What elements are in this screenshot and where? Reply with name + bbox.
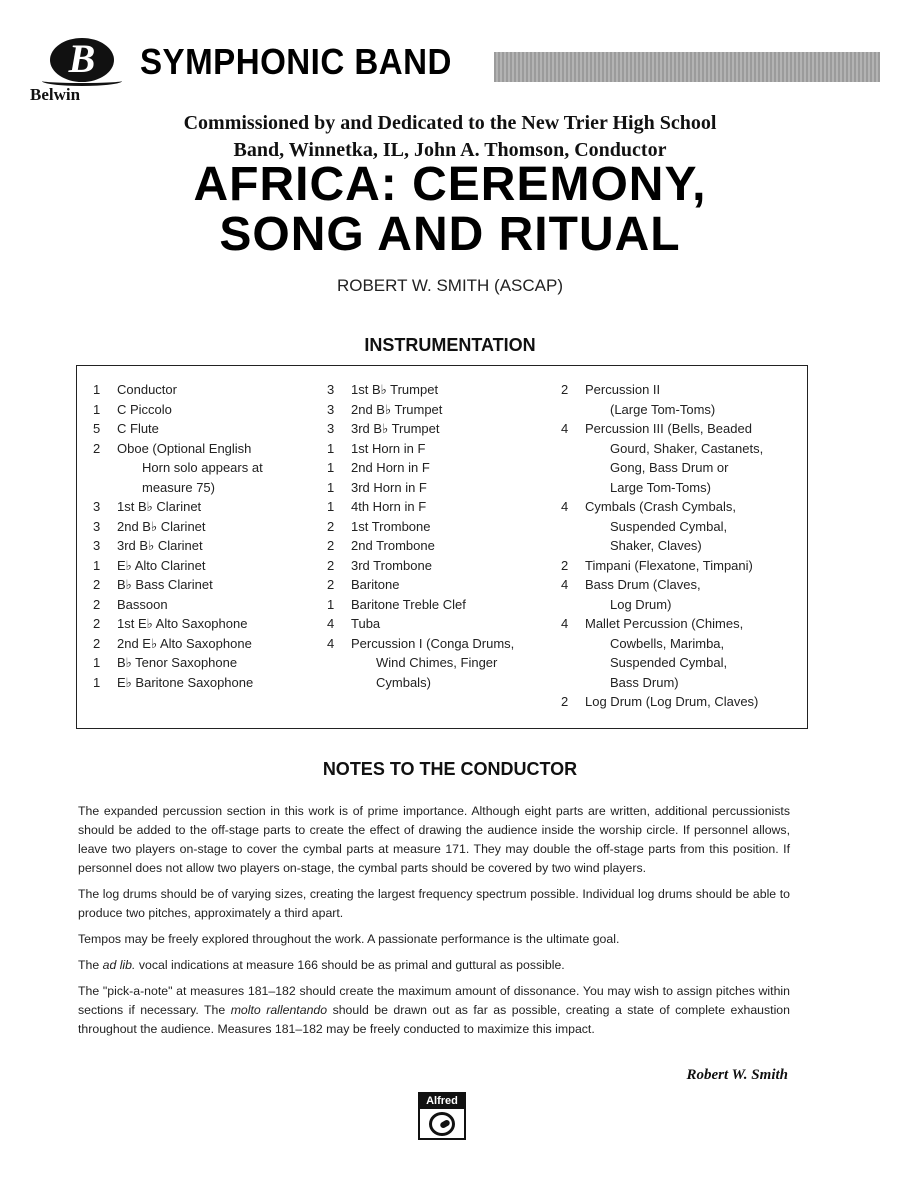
- instrument-name-group: [351, 419, 559, 439]
- instrument-name: B♭ Bass Clarinet: [117, 577, 213, 592]
- instrument-name-continued: (Large Tom-Toms): [610, 401, 716, 417]
- instrument-name: Bass Drum (Claves,: [585, 577, 701, 592]
- instrument-entry: [327, 419, 559, 439]
- instrument-quantity: 2: [327, 518, 335, 534]
- notes-paragraph: The expanded percussion section in this work is of prime importance. Although eight parts are written, additional percussionists should be added to the off-stage parts to create the effect of drawing the audience inside the worship circle. If personnel allows, leave two players on-stage to cover the cymbal parts at measure 171. They may double the off-stage parts from this position. If personnel does not allow two players on-stage, the cymbal parts should be covered by two wind players.: [78, 804, 790, 875]
- instrument-name: 3rd Trombone: [351, 557, 432, 573]
- instrument-entry: [93, 595, 323, 615]
- instrument-name: Timpani (Flexatone, Timpani): [585, 557, 753, 573]
- instrument-quantity: 2: [327, 557, 335, 573]
- instrument-name-continued: Log Drum): [610, 596, 672, 612]
- instrument-quantity: 1: [93, 557, 101, 573]
- instrument-entry: [327, 634, 559, 693]
- instrument-entry: [93, 517, 323, 537]
- instrument-quantity: 1: [93, 401, 101, 417]
- instrument-entry: [93, 380, 323, 400]
- instrumentation-column: [327, 380, 559, 692]
- instrument-name: Conductor: [117, 382, 177, 397]
- notes-text: vocal indications at measure 166 should be as primal and guttural as possible.: [135, 958, 565, 972]
- instrument-name: 2nd B♭ Clarinet: [117, 518, 206, 534]
- instrument-entry: [93, 400, 323, 420]
- notes-text: should be drawn out as far as possible, creating a state of complete exhaustion throughout the audience. Measures 181–182 may be freely conducted to maximize this impact.: [78, 1003, 790, 1036]
- instrument-name: B♭ Tenor Saxophone: [117, 655, 238, 670]
- instrument-name-group: [117, 419, 323, 439]
- instrument-entry: [561, 614, 805, 692]
- piece-title: [0, 160, 900, 260]
- page-header: [28, 32, 880, 104]
- instrument-quantity: 1: [93, 655, 101, 670]
- instrument-quantity: 1: [327, 440, 335, 456]
- instrument-name-group: [351, 478, 559, 498]
- instrument-quantity: 2: [93, 635, 101, 651]
- instrument-name: Mallet Percussion (Chimes,: [585, 616, 744, 631]
- instrument-quantity: 1: [93, 674, 101, 690]
- instrument-name: 3rd Horn in F: [351, 479, 427, 495]
- instrument-name-group: [117, 517, 323, 537]
- notes-paragraph: The log drums should be of varying sizes, creating the largest frequency spectrum possible. Individual log drums should be able to produce two pitches, approximately a third apart.: [78, 887, 790, 920]
- instrument-name-continued: Gourd, Shaker, Castanets,: [610, 440, 764, 456]
- commission-line-1: Commissioned by and Dedicated to the New Trier High School: [183, 112, 717, 134]
- instrument-quantity: 4: [561, 616, 569, 631]
- instrument-name: 3rd B♭ Clarinet: [117, 538, 203, 553]
- instrumentation-column: [561, 380, 805, 712]
- alfred-logo-text: Alfred: [420, 1094, 464, 1109]
- instrumentation-box: [76, 365, 808, 729]
- belwin-logo-text: Belwin: [30, 85, 81, 104]
- composer-credit: ROBERT W. SMITH (ASCAP): [336, 276, 564, 295]
- instrument-quantity: 2: [93, 440, 101, 456]
- instrument-entry: [561, 380, 805, 419]
- instrument-name-continued: Gong, Bass Drum or: [610, 460, 729, 475]
- notes-heading: NOTES TO THE CONDUCTOR: [322, 759, 578, 779]
- instrument-entry: [93, 653, 323, 673]
- instrument-name-group: [351, 517, 559, 537]
- instrument-entry: [327, 380, 559, 400]
- instrument-name: Log Drum (Log Drum, Claves): [585, 694, 759, 709]
- instrument-entry: [93, 536, 323, 556]
- instrument-entry: [327, 614, 559, 634]
- instrument-name: 4th Horn in F: [351, 499, 427, 514]
- instrument-name-continued: Shaker, Claves): [610, 538, 702, 553]
- instrument-name-continued: measure 75): [142, 479, 215, 495]
- instrument-name-group: [351, 458, 559, 478]
- instrument-name-continued: Suspended Cymbal,: [610, 518, 728, 534]
- instrument-quantity: 2: [327, 538, 335, 553]
- instrument-name: 2nd Horn in F: [351, 460, 430, 475]
- instrument-quantity: 5: [93, 421, 101, 436]
- instrument-entry: [327, 478, 559, 498]
- instrument-quantity: 2: [93, 577, 101, 592]
- instrument-quantity: 1: [327, 460, 335, 475]
- instrument-entry: [327, 458, 559, 478]
- instrument-entry: [561, 575, 805, 614]
- instrument-quantity: 1: [327, 499, 335, 514]
- instrument-name-group: [117, 653, 323, 673]
- instrument-name-group: [585, 692, 805, 712]
- instrumentation-column: [93, 380, 323, 692]
- notes-paragraph: Tempos may be freely explored throughout the work. A passionate performance is the ultimate goal.: [78, 932, 620, 946]
- instrument-name-group: [351, 536, 559, 556]
- instrument-name-group: [351, 634, 559, 693]
- instrument-name: Tuba: [351, 616, 381, 631]
- instrument-name-continued: Cowbells, Marimba,: [610, 635, 725, 651]
- instrument-name-group: [351, 380, 559, 400]
- instrument-quantity: 1: [327, 596, 335, 612]
- instrument-name: Percussion I (Conga Drums,: [351, 635, 515, 651]
- notes-paragraph: [78, 982, 790, 1039]
- belwin-b-glyph: B: [68, 36, 96, 81]
- instrument-name-group: [117, 497, 323, 517]
- notes-italic-term: ad lib.: [102, 958, 136, 972]
- instrument-quantity: 4: [327, 635, 335, 651]
- instrument-entry: [561, 419, 805, 497]
- instrument-quantity: 2: [93, 596, 101, 612]
- instrument-entry: [327, 536, 559, 556]
- instrument-name-group: [117, 400, 323, 420]
- instrument-quantity: 4: [561, 499, 569, 514]
- instrument-quantity: 2: [561, 557, 569, 573]
- instrument-quantity: 3: [327, 382, 335, 397]
- instrument-name-group: [585, 556, 805, 576]
- instrument-name-group: [585, 419, 805, 497]
- instrument-name-group: [117, 536, 323, 556]
- instrument-name-group: [351, 439, 559, 459]
- instrument-entry: [327, 556, 559, 576]
- instrument-quantity: 2: [561, 694, 569, 709]
- instrument-name: Percussion III (Bells, Beaded: [585, 421, 752, 436]
- instrument-name-group: [351, 614, 559, 634]
- instrument-name-group: [117, 634, 323, 654]
- conductor-notes: [78, 802, 790, 1046]
- instrument-name: 3rd B♭ Trumpet: [351, 421, 440, 436]
- instrument-name: C Flute: [117, 421, 159, 436]
- instrument-entry: [561, 497, 805, 556]
- instrument-entry: [327, 575, 559, 595]
- instrument-name: 2nd B♭ Trumpet: [351, 401, 443, 417]
- instrument-name: Bassoon: [117, 596, 168, 612]
- instrument-entry: [327, 400, 559, 420]
- belwin-logo: [28, 32, 136, 104]
- header-rule-bar: [494, 52, 880, 82]
- series-title: SYMPHONIC BAND: [140, 41, 452, 82]
- instrument-name-group: [117, 439, 323, 498]
- instrument-name: 2nd Trombone: [351, 538, 435, 553]
- instrument-name-group: [585, 380, 805, 419]
- alfred-logo: [418, 1092, 466, 1140]
- instrument-name: 1st Trombone: [351, 518, 431, 534]
- instrument-name-group: [351, 575, 559, 595]
- commission-line-2: Band, Winnetka, IL, John A. Thomson, Conductor: [233, 139, 667, 161]
- instrument-name-group: [117, 673, 323, 693]
- instrument-name-continued: Wind Chimes, Finger: [376, 655, 498, 670]
- instrument-name: C Piccolo: [117, 401, 172, 417]
- instrument-quantity: 3: [93, 518, 101, 534]
- instrument-entry: [561, 692, 805, 712]
- instrument-name-group: [117, 380, 323, 400]
- instrument-entry: [327, 497, 559, 517]
- instrument-quantity: 3: [93, 499, 101, 514]
- instrument-quantity: 3: [327, 401, 335, 417]
- instrument-name-group: [117, 614, 323, 634]
- instrument-name-group: [117, 575, 323, 595]
- piece-title-line-1: AFRICA: CEREMONY,: [193, 158, 707, 211]
- instrument-name: 1st B♭ Clarinet: [117, 499, 202, 514]
- instrument-quantity: 1: [327, 479, 335, 495]
- instrument-name: 1st Horn in F: [351, 440, 426, 456]
- instrument-name-group: [117, 595, 323, 615]
- instrument-name-group: [585, 575, 805, 614]
- instrument-entry: [327, 517, 559, 537]
- instrument-name: Baritone: [351, 577, 400, 592]
- instrument-name-continued: Horn solo appears at: [142, 460, 263, 475]
- instrument-name: 2nd E♭ Alto Saxophone: [117, 635, 252, 651]
- instrument-entry: [93, 439, 323, 498]
- notes-text: The "pick-a-note" at measures 181–182 should create the maximum amount of dissonance. You may wish to assign pitches within sections if necessary. The: [78, 984, 790, 1017]
- instrument-entry: [93, 497, 323, 517]
- instrument-name: Cymbals (Crash Cymbals,: [585, 499, 736, 514]
- instrument-name: E♭ Baritone Saxophone: [117, 674, 254, 690]
- instrument-quantity: 2: [561, 382, 569, 397]
- instrument-entry: [327, 595, 559, 615]
- piece-title-line-2: SONG AND RITUAL: [219, 208, 681, 261]
- instrument-name-group: [351, 400, 559, 420]
- instrument-entry: [93, 614, 323, 634]
- instrument-entry: [93, 419, 323, 439]
- instrument-name-group: [117, 556, 323, 576]
- instrument-entry: [93, 556, 323, 576]
- instrument-name-group: [351, 595, 559, 615]
- instrument-entry: [93, 673, 323, 693]
- instrument-name-continued: Cymbals): [376, 674, 431, 690]
- instrument-name-continued: Suspended Cymbal,: [610, 655, 728, 670]
- instrument-name-group: [585, 614, 805, 692]
- notes-italic-term: molto rallentando: [230, 1003, 328, 1017]
- instrument-quantity: 1: [93, 382, 101, 397]
- instrument-name: 1st E♭ Alto Saxophone: [117, 616, 248, 631]
- instrument-name: Oboe (Optional English: [117, 440, 252, 456]
- instrument-name-continued: Bass Drum): [610, 674, 679, 690]
- instrument-quantity: 4: [561, 421, 569, 436]
- instrument-entry: [93, 634, 323, 654]
- composer-signature: Robert W. Smith: [686, 1067, 788, 1083]
- instrument-entry: [327, 439, 559, 459]
- instrument-quantity: 2: [93, 616, 101, 631]
- instrument-name: E♭ Alto Clarinet: [117, 557, 206, 573]
- instrument-quantity: 4: [561, 577, 569, 592]
- instrument-name: Percussion II: [585, 382, 661, 397]
- instrument-name-group: [351, 497, 559, 517]
- instrument-quantity: 3: [93, 538, 101, 553]
- instrument-quantity: 4: [327, 616, 335, 631]
- instrumentation-heading: INSTRUMENTATION: [364, 335, 536, 355]
- instrument-name-group: [351, 556, 559, 576]
- instrument-quantity: 3: [327, 421, 335, 436]
- instrument-name: Baritone Treble Clef: [351, 596, 466, 612]
- commission-text: [0, 110, 900, 164]
- instrument-entry: [561, 556, 805, 576]
- notes-paragraph: [78, 956, 790, 975]
- notes-text: The: [78, 958, 103, 972]
- instrument-name-continued: Large Tom-Toms): [610, 479, 711, 495]
- instrument-entry: [93, 575, 323, 595]
- instrument-name-group: [585, 497, 805, 556]
- instrument-quantity: 2: [327, 577, 335, 592]
- instrument-name: 1st B♭ Trumpet: [351, 382, 439, 397]
